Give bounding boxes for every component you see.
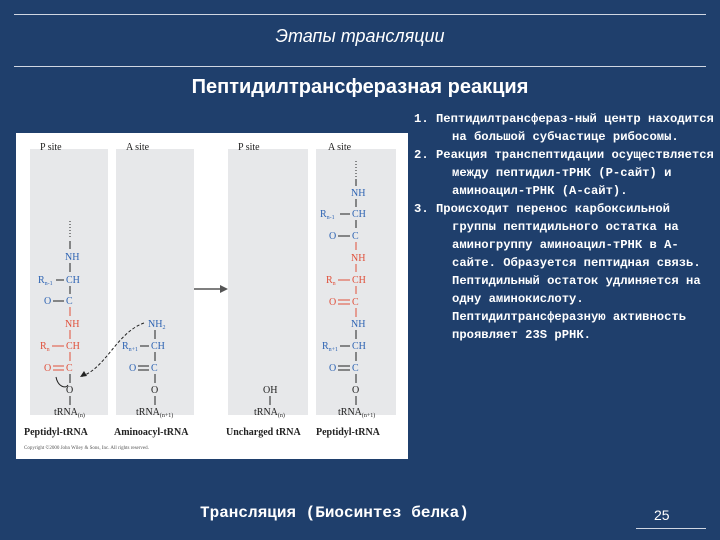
nh-right-red: NH xyxy=(351,253,366,264)
r-n1-right: $R_{n-1}$ xyxy=(320,209,335,221)
trna-left-a: tRNA$_{(n+1)}$ xyxy=(136,407,174,419)
ch-left-top: CH xyxy=(66,275,80,286)
list-item: 3. Происходит перенос карбоксильной группы пептидильного остатка на аминогруппу аминоацил-тРНК в А-сайте. Образуется пептидная связь. Пептидильный остаток удлиняется на одну аминокислоту. Пептидилтрансферазную активность проявляет 23S рРНК. xyxy=(414,202,701,342)
trna-left-p: tRNA$_{(n)}$ xyxy=(54,407,85,419)
o-right-ester: O xyxy=(352,385,360,396)
trna-right-a: tRNA$_{(n+1)}$ xyxy=(338,407,376,419)
nh-left-top: NH xyxy=(65,252,80,263)
slide-title: Этапы трансляции xyxy=(275,26,445,46)
r-n-plus-right: $R_{n+1}$ xyxy=(322,341,339,353)
c-right-top: C xyxy=(352,231,359,242)
label-uncharged-trna: Uncharged tRNA xyxy=(226,427,301,438)
o-mid-ester: O xyxy=(151,385,159,396)
o-mid: O xyxy=(129,363,137,374)
site-label-p-left: P site xyxy=(40,142,62,153)
nh-left-red: NH xyxy=(65,319,80,330)
o-right-red: O xyxy=(329,297,337,308)
oh-right: OH xyxy=(263,385,278,396)
ch-right-new: CH xyxy=(352,341,366,352)
nh-right-new: NH xyxy=(351,319,366,330)
o-left-top: O xyxy=(44,296,52,307)
c-right-red: C xyxy=(352,297,359,308)
o-right-top: O xyxy=(329,231,337,242)
title-rule xyxy=(14,66,706,67)
reaction-arrowhead xyxy=(220,285,228,293)
ch-left-red: CH xyxy=(66,341,80,352)
p-site-column-right xyxy=(228,149,308,415)
ch-right-top: CH xyxy=(352,209,366,220)
peptidyl-transfer-figure xyxy=(16,133,408,459)
label-peptidyl-trna-right: Peptidyl-tRNA xyxy=(316,427,380,438)
r-n-left: $R_n$ xyxy=(40,341,50,353)
explanation-list xyxy=(414,110,716,344)
ch-right-red: CH xyxy=(352,275,366,286)
page-number: 25 xyxy=(654,507,670,523)
r-n1-left: $R_{n-1}$ xyxy=(38,275,53,287)
c-left-top: C xyxy=(66,296,73,307)
c-right-new: C xyxy=(352,363,359,374)
o-right-new: O xyxy=(329,363,337,374)
ch-mid: CH xyxy=(151,341,165,352)
o-left-ester: O xyxy=(66,385,74,396)
list-item: 2. Реакция транспептидации осуществляется между пептидил-тРНК (Р-сайт) и аминоацил-тРНК (А-сайт). xyxy=(414,148,714,198)
c-mid: C xyxy=(151,363,158,374)
figure-copyright: Copyright ©2000 John Wiley & Sons, Inc. All rights reserved. xyxy=(24,446,149,451)
r-n-right: $R_n$ xyxy=(326,275,336,287)
nh-right-top: NH xyxy=(351,188,366,199)
o-left-red: O xyxy=(44,363,52,374)
site-label-p-right: P site xyxy=(238,142,260,153)
footer-rule xyxy=(636,528,706,529)
trna-right-p: tRNA$_{(n)}$ xyxy=(254,407,285,419)
r-n-plus-left: $R_{n+1}$ xyxy=(122,341,139,353)
site-label-a-right: A site xyxy=(328,142,352,153)
footer-title: Трансляция (Биосинтез белка) xyxy=(200,504,469,522)
nh2-left: $NH_2$ xyxy=(148,319,166,331)
slide-subtitle: Пептидилтрансферазная реакция xyxy=(191,76,529,98)
site-label-a-left: A site xyxy=(126,142,150,153)
label-peptidyl-trna: Peptidyl-tRNA xyxy=(24,427,88,438)
top-rule xyxy=(14,14,706,15)
c-left-red: C xyxy=(66,363,73,374)
list-item: 1. Пептидилтрансфераз-ный центр находится на большой субчастице рибосомы. xyxy=(414,112,714,144)
label-aminoacyl-trna: Aminoacyl-tRNA xyxy=(114,427,189,438)
